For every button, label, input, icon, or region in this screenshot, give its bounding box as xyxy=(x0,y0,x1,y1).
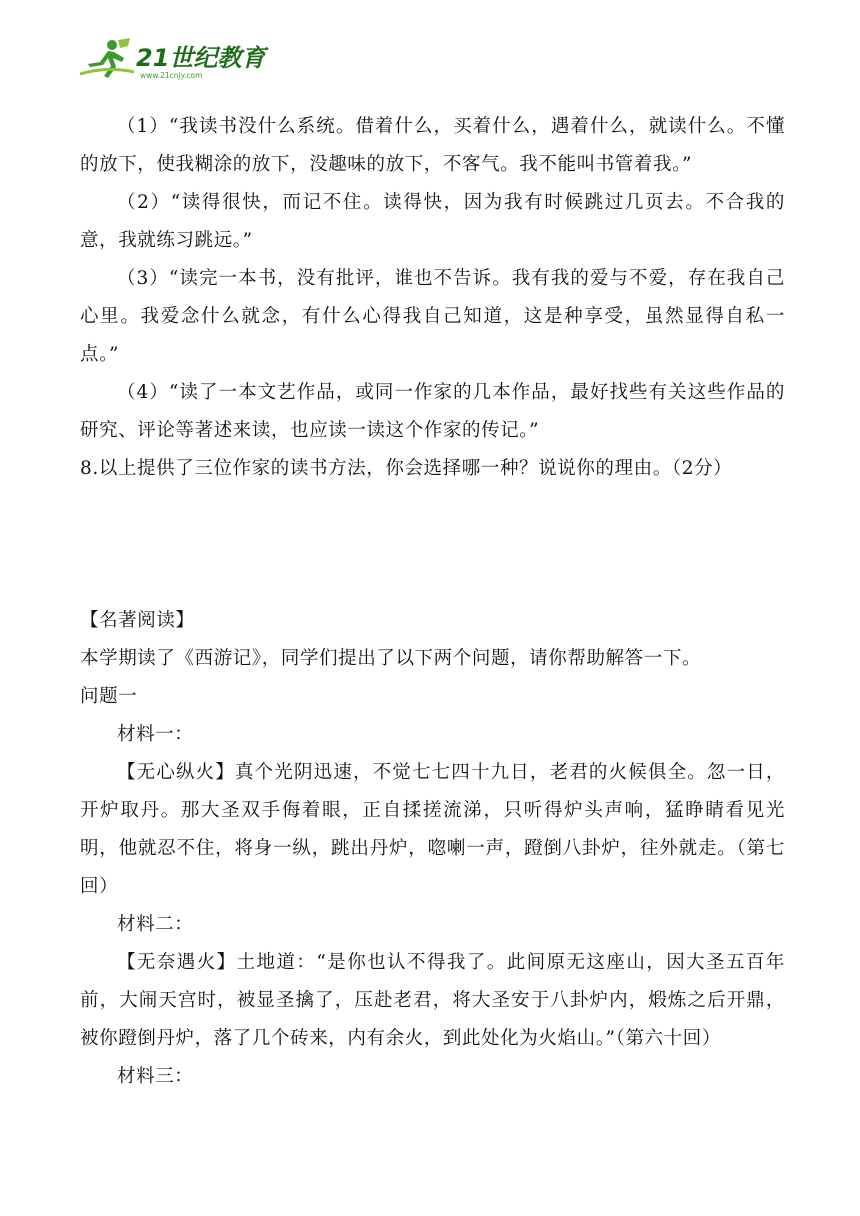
answer-space xyxy=(80,488,785,602)
material-1-label: 材料一： xyxy=(117,724,194,745)
reading-method-2: （2）“读得很快，而记不住。读得快，因为我有时候跳过几页去。不合我的意，我就练习跳远。” xyxy=(80,192,785,251)
reading-method-3: （3）“读完一本书，没有批评，谁也不告诉。我有我的爱与不爱，存在我自己心里。我爱念什么就念，有什么心得我自己知道，这是种享受，虽然显得自私一点。” xyxy=(80,268,785,365)
material-2-text: 【无奈遇火】土地道：“是你也认不得我了。此间原无这座山，因大圣五百年前，大闹天宫时，被显圣擒了，压赴老君，将大圣安于八卦炉内，煅炼之后开鼎，被你蹬倒丹炉，落了几个砖来，内有余火，到此处化为火焰山。”（第六十回） xyxy=(80,952,785,1049)
section-title: 【名著阅读】 xyxy=(80,610,195,631)
material-2-label: 材料二： xyxy=(117,914,194,935)
runner-logo-icon xyxy=(78,36,266,82)
material-1-text: 【无心纵火】真个光阴迅速，不觉七七四十九日，老君的火候俱全。忽一日，开炉取丹。那大圣双手侮着眼，正自揉搓流涕，只听得炉头声响，猛睁睛看见光明，他就忍不住，将身一纵，跳出丹炉，唿喇一声，蹬倒八卦炉，往外就走。（第七回） xyxy=(80,762,785,897)
material-3-label: 材料三： xyxy=(117,1066,194,1087)
section-intro: 本学期读了《西游记》，同学们提出了以下两个问题，请你帮助解答一下。 xyxy=(80,648,702,669)
logo-text: 21世纪教育 xyxy=(136,44,266,72)
question-8: 8.以上提供了三位作家的读书方法，你会选择哪一种？说说你的理由。（2分） xyxy=(80,458,733,479)
reading-method-1: （1）“我读书没什么系统。借着什么，买着什么，遇着什么，就读什么。不懂的放下，使我糊涂的放下，没趣味的放下，不客气。我不能叫书管着我。” xyxy=(80,116,785,175)
logo-url-text: www.21cnjy.com xyxy=(140,71,203,80)
logo xyxy=(78,36,266,82)
document-body xyxy=(80,108,785,1096)
reading-method-4: （4）“读了一本文艺作品，或同一作家的几本作品，最好找些有关这些作品的研究、评论等著述来读，也应读一读这个作家的传记。” xyxy=(80,382,785,441)
problem-1-heading: 问题一 xyxy=(80,686,138,707)
